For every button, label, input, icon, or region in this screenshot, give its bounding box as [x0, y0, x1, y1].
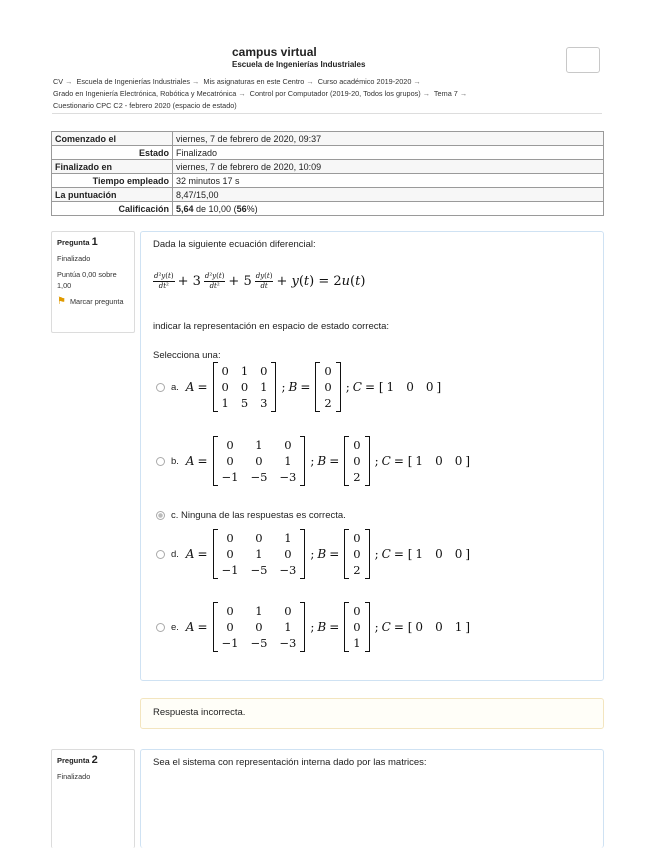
option-letter: a. — [171, 381, 179, 393]
site-title: campus virtual — [232, 45, 317, 59]
summary-value: viernes, 7 de febrero de 2020, 09:37 — [173, 132, 604, 146]
question-1-info — [51, 231, 135, 333]
breadcrumb-item[interactable]: Curso académico 2019-2020 — [317, 77, 412, 86]
breadcrumb-item[interactable]: Escuela de Ingenierías Industriales — [76, 77, 191, 86]
radio-button[interactable] — [156, 550, 165, 559]
option-text: Ninguna de las respuestas es correcta. — [181, 510, 346, 521]
summary-value: 8,47/15,00 — [173, 188, 604, 202]
table-row — [52, 188, 604, 202]
table-row — [52, 174, 604, 188]
breadcrumb-item[interactable]: CV — [53, 77, 64, 86]
radio-button-checked[interactable] — [156, 511, 165, 520]
breadcrumb-item[interactable]: Cuestionario CPC C2 - febrero 2020 (espacio de estado) — [53, 101, 237, 110]
breadcrumb-separator-icon: → — [422, 89, 430, 98]
breadcrumb-separator-icon: → — [413, 77, 421, 86]
breadcrumb — [53, 76, 573, 112]
question-1-feedback — [140, 698, 604, 729]
summary-value: viernes, 7 de febrero de 2020, 10:09 — [173, 160, 604, 174]
summary-label: Comenzado el — [52, 132, 173, 146]
question-2-info — [51, 749, 135, 848]
summary-value: Finalizado — [173, 146, 604, 160]
grade-percent: 56 — [236, 203, 247, 214]
flag-icon: ⚑ — [57, 296, 66, 307]
question-intro: Dada la siguiente ecuación diferencial: — [153, 239, 316, 250]
summary-value: 32 minutos 17 s — [173, 174, 604, 188]
answer-option-d[interactable] — [156, 529, 470, 579]
table-row — [52, 146, 604, 160]
radio-button[interactable] — [156, 383, 165, 392]
answer-option-a[interactable] — [156, 362, 441, 412]
feedback-text: Respuesta incorrecta. — [153, 707, 246, 718]
question-2-content — [140, 749, 604, 848]
breadcrumb-separator-icon: → — [65, 77, 73, 86]
summary-label: Calificación — [52, 202, 173, 216]
answer-option-e[interactable] — [156, 602, 470, 652]
option-matrices: A = 0 1 0 0 0 1 −1 −5 −3 ; B = 0 0 1 ; C = [ 0 0 1 ] — [185, 604, 471, 650]
answer-option-c[interactable] — [156, 510, 346, 521]
site-subtitle: Escuela de Ingenierías Industriales — [232, 60, 366, 69]
table-row — [52, 132, 604, 146]
summary-label: Tiempo empleado — [52, 174, 173, 188]
question-number: Pregunta 1 — [57, 236, 98, 248]
option-letter: b. — [171, 455, 179, 467]
breadcrumb-item[interactable]: Control por Computador (2019-20, Todos los grupos) — [249, 89, 421, 98]
breadcrumb-separator-icon: → — [238, 89, 246, 98]
radio-button[interactable] — [156, 457, 165, 466]
option-letter: c. — [171, 510, 179, 521]
header-menu-button[interactable] — [566, 47, 600, 73]
option-letter: e. — [171, 621, 179, 633]
question-score: Puntúa 0,00 sobre 1,00 — [57, 270, 117, 290]
grade-close: %) — [246, 203, 258, 214]
option-matrices: A = 0 0 1 0 1 0 −1 −5 −3 ; B = 0 0 2 ; C = [ 1 0 0 ] — [185, 531, 471, 577]
header-divider — [52, 113, 602, 114]
option-letter: d. — [171, 548, 179, 560]
question-1-content — [140, 231, 604, 681]
flag-question-link[interactable]: ⚑ Marcar pregunta — [57, 296, 124, 307]
table-row — [52, 202, 604, 216]
breadcrumb-separator-icon: → — [459, 89, 468, 98]
summary-value — [173, 202, 604, 216]
grade-value: 5,64 — [176, 203, 194, 214]
question-instruction: indicar la representación en espacio de estado correcta: — [153, 321, 390, 332]
breadcrumb-separator-icon: → — [192, 77, 200, 86]
answer-option-b[interactable] — [156, 436, 470, 486]
breadcrumb-separator-icon: → — [306, 77, 314, 86]
question-number: Pregunta 2 — [57, 754, 98, 766]
question-state: Finalizado — [57, 254, 91, 263]
attempt-summary-table — [51, 131, 604, 216]
option-matrices: A = 0 1 0 0 0 1 1 5 3 ; B = 0 0 2 ; C = [ 1 0 0 ] — [185, 364, 442, 410]
breadcrumb-item[interactable]: Tema 7 — [433, 89, 458, 98]
grade-max: de 10,00 ( — [193, 203, 237, 214]
differential-equation: $\frac{\text{d²y(t)}}{\text{dt²}}$ + 3 $\frac{\text{d²y(t)}}{\text{dt²}}$ + 5 $\frac{dy(t)}{dt}$ + y(t) = 2u(t) — [154, 272, 366, 290]
question-state: Finalizado — [57, 772, 91, 781]
question-intro: Sea el sistema con representación interna dado por las matrices: — [153, 757, 427, 768]
summary-label: Finalizado en — [52, 160, 173, 174]
summary-label: La puntuación — [52, 188, 173, 202]
table-row — [52, 160, 604, 174]
breadcrumb-item[interactable]: Mis asignaturas en este Centro — [203, 77, 305, 86]
summary-label: Estado — [52, 146, 173, 160]
radio-button[interactable] — [156, 623, 165, 632]
answer-prompt: Selecciona una: — [153, 350, 221, 361]
breadcrumb-item[interactable]: Grado en Ingeniería Electrónica, Robótica y Mecatrónica — [53, 89, 237, 98]
option-matrices: A = 0 1 0 0 0 1 −1 −5 −3 ; B = 0 0 2 ; C = [ 1 0 0 ] — [185, 438, 471, 484]
